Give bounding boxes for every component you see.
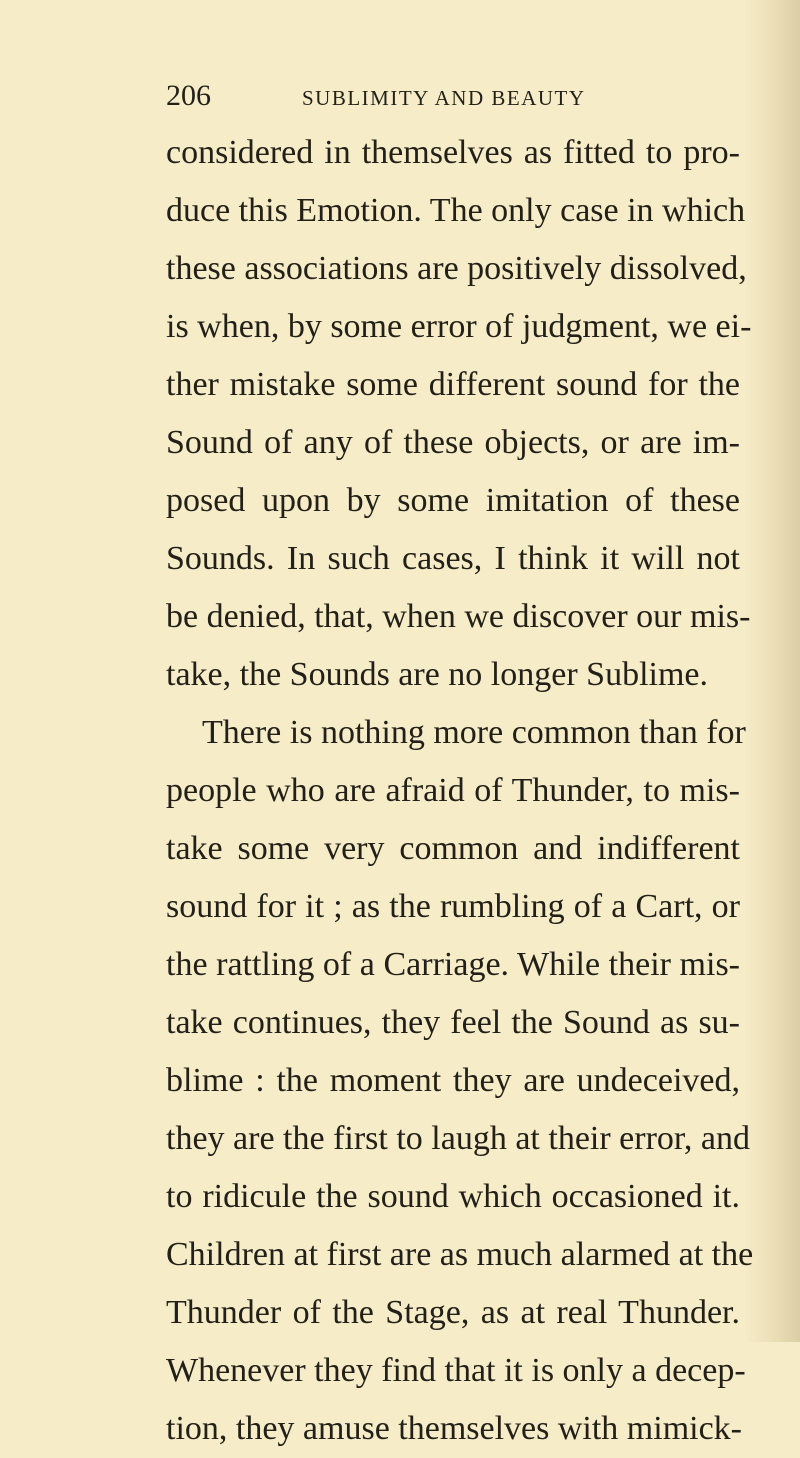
- text-line: blime : the moment they are undeceived,: [166, 1062, 740, 1099]
- text-line: sound for it ; as the rumbling of a Cart, or: [166, 888, 740, 925]
- text-line: take continues, they feel the Sound as su-: [166, 1004, 740, 1041]
- text-line: is when, by some error of judgment, we ei-: [166, 308, 752, 345]
- text-line: Children at first are as much alarmed at the: [166, 1236, 754, 1273]
- text-line: Whenever they find that it is only a decep-: [166, 1352, 746, 1389]
- text-line: considered in themselves as fitted to pro-: [166, 134, 740, 171]
- paragraph-start-line: There is nothing more common than for: [202, 714, 746, 751]
- text-line: ther mistake some different sound for the: [166, 366, 740, 403]
- text-line: duce this Emotion. The only case in which: [166, 192, 746, 229]
- text-line: Sound of any of these objects, or are im-: [166, 424, 740, 461]
- text-line: tion, they amuse themselves with mimick-: [166, 1410, 743, 1447]
- text-line: Thunder of the Stage, as at real Thunder.: [166, 1294, 740, 1331]
- text-line: to ridicule the sound which occasioned it.: [166, 1178, 740, 1215]
- running-head: SUBLIMITY AND BEAUTY: [302, 86, 586, 110]
- body-text: [166, 124, 754, 1458]
- text-line: be denied, that, when we discover our mis-: [166, 598, 751, 635]
- text-line: take, the Sounds are no longer Sublime.: [166, 656, 709, 693]
- text-line: these associations are positively dissolved,: [166, 250, 747, 287]
- text-line: take some very common and indifferent: [166, 830, 740, 867]
- page-number: 206: [166, 79, 211, 112]
- text-line: the rattling of a Carriage. While their mis-: [166, 946, 740, 983]
- page-header: [166, 76, 726, 116]
- text-line: people who are afraid of Thunder, to mis-: [166, 772, 740, 809]
- text-line: Sounds. In such cases, I think it will not: [166, 540, 740, 577]
- text-line: they are the first to laugh at their error, and: [166, 1120, 750, 1157]
- text-line: posed upon by some imitation of these: [166, 482, 740, 519]
